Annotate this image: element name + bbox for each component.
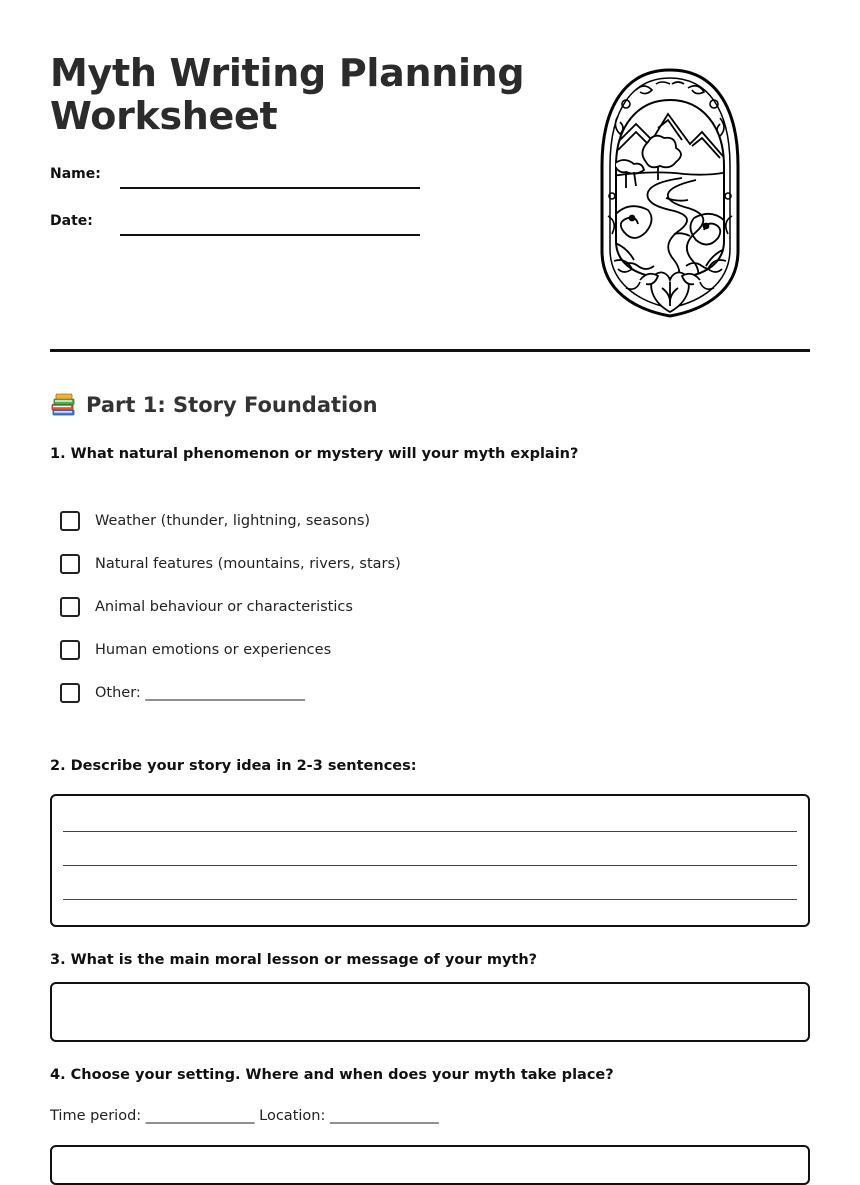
option-label: Human emotions or experiences: [95, 642, 332, 658]
writing-line: [63, 865, 797, 866]
question-2-label: 2. Describe your story idea in 2-3 sentences:: [50, 758, 417, 774]
option-natural-features[interactable]: [60, 554, 401, 574]
option-label: Other: ______________________: [95, 685, 305, 701]
question-3-label: 3. What is the main moral lesson or message of your myth?: [50, 952, 538, 968]
section-title-text: Part 1: Story Foundation: [86, 393, 378, 417]
story-idea-textbox[interactable]: [50, 794, 810, 927]
setting-fields-row: [50, 1108, 439, 1124]
option-label: Animal behaviour or characteristics: [95, 599, 353, 615]
question-1-label: 1. What natural phenomenon or mystery will your myth explain?: [50, 446, 579, 462]
name-label: Name:: [50, 166, 101, 182]
option-label: Weather (thunder, lightning, seasons): [95, 513, 371, 529]
writing-line: [63, 899, 797, 900]
location-field[interactable]: Location: _______________: [259, 1108, 439, 1124]
checkbox[interactable]: [60, 597, 80, 617]
option-human-emotions[interactable]: [60, 640, 331, 660]
option-label: Natural features (mountains, rivers, stars): [95, 556, 401, 572]
checkbox[interactable]: [60, 640, 80, 660]
question-4-label: 4. Choose your setting. Where and when does your myth take place?: [50, 1067, 614, 1083]
writing-line: [63, 831, 797, 832]
moral-lesson-textbox[interactable]: [50, 982, 810, 1042]
checkbox[interactable]: [60, 511, 80, 531]
page-title: Myth Writing Planning Worksheet: [50, 51, 525, 138]
checkbox[interactable]: [60, 683, 80, 703]
name-field[interactable]: [120, 187, 420, 189]
option-other[interactable]: [60, 683, 305, 703]
date-field[interactable]: [120, 234, 420, 236]
section-heading-part1: [50, 390, 378, 420]
option-animal-behaviour[interactable]: [60, 597, 353, 617]
setting-textbox[interactable]: [50, 1145, 810, 1185]
books-icon: [50, 392, 76, 418]
option-weather[interactable]: [60, 511, 370, 531]
checkbox[interactable]: [60, 554, 80, 574]
time-period-field[interactable]: Time period: _______________: [50, 1108, 255, 1124]
header-divider: [50, 349, 810, 352]
date-label: Date:: [50, 213, 93, 229]
carved-landscape-emblem-icon: [596, 66, 744, 320]
